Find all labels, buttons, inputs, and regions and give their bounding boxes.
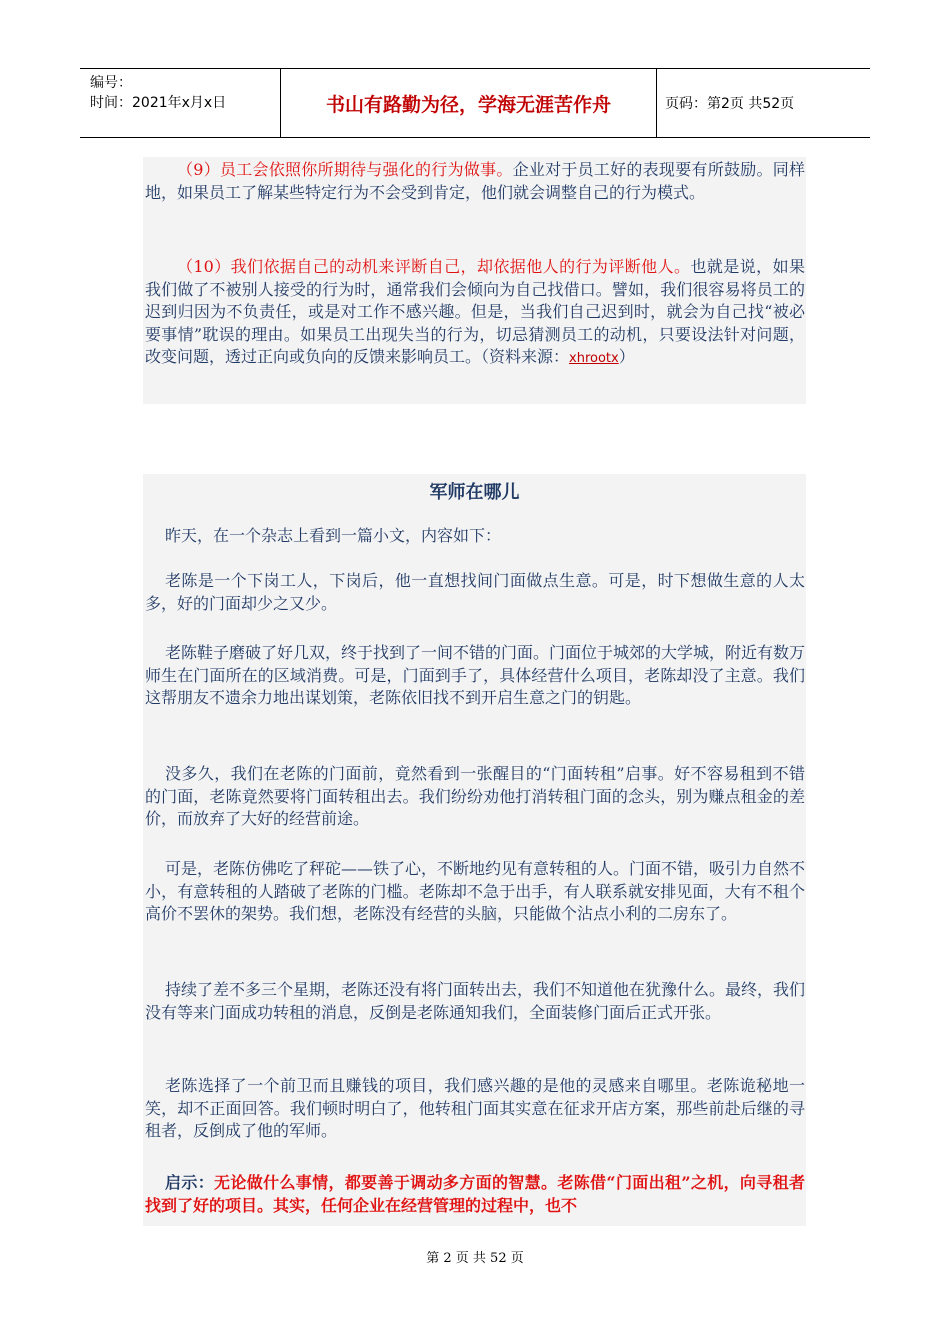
article-title: 军师在哪儿	[429, 482, 520, 503]
header-meta	[80, 69, 281, 137]
paragraph-10	[145, 256, 805, 371]
page-header	[80, 68, 870, 138]
article-paragraph: 昨天，在一个杂志上看到一篇小文，内容如下：	[165, 526, 502, 545]
article-paragraph: 可是，老陈仿佛吃了秤砣——铁了心，不断地约见有意转租的人。门面不错，吸引力自然不小，有意转租的人踏破了老陈的门槛。老陈却不急于出手，有人联系就安排见面，大有不租个高价不罢休的架势。我们想，老陈没有经营的头脑，只能做个沾点小利的二房东了。	[145, 859, 806, 923]
paragraph-10-end: ）	[618, 347, 635, 366]
time-label: 时间：2021年x月x日	[90, 95, 227, 111]
article-paragraph: 老陈选择了一个前卫而且赚钱的项目，我们感兴趣的是他的灵感来自哪里。老陈诡秘地一笑，却不正面回答。我们顿时明白了，他转租门面其实意在征求开店方案，那些前赴后继的寻租者，反倒成了他的军师。	[145, 1076, 805, 1140]
paragraph-9-heading: （9）员工会依照你所期待与强化的行为做事。	[177, 160, 513, 179]
header-page-number: 页码：第2页 共52页	[665, 96, 795, 112]
header-motto: 书山有路勤为径，学海无涯苦作舟	[281, 69, 657, 137]
number-label: 编号：	[90, 75, 132, 91]
article-paragraph: 老陈鞋子磨破了好几双，终于找到了一间不错的门面。门面位于城郊的大学城，附近有数万师生在门面所在的区域消费。可是，门面到手了，具体经营什么项目，老陈却没了主意。我们这帮朋友不遗余力地出谋划策，老陈依旧找不到开启生意之门的钥匙。	[145, 643, 806, 707]
article-paragraph: 持续了差不多三个星期，老陈还没有将门面转出去，我们不知道他在犹豫什么。最终，我们没有等来门面成功转租的消息，反倒是老陈通知我们，全面装修门面后正式开张。	[145, 980, 806, 1022]
insight-text: 无论做什么事情，都要善于调动多方面的智慧。老陈借“门面出租”之机，向寻租者找到了好的项目。其实，任何企业在经营管理的过程中，也不	[145, 1173, 805, 1215]
page-footer: 第 2 页 共 52 页	[426, 1251, 524, 1266]
article-paragraph: 老陈是一个下岗工人，下岗后，他一直想找间门面做点生意。可是，时下想做生意的人太多，好的门面却少之又少。	[145, 571, 805, 613]
article-paragraph: 没多久，我们在老陈的门面前，竟然看到一张醒目的“门面转租”启事。好不容易租到不错的门面，老陈竟然要将门面转租出去。我们纷纷劝他打消转租门面的念头，别为赚点租金的差价，而放弃了大好的经营前途。	[145, 764, 805, 828]
paragraph-10-heading: （10）我们依据自己的动机来评断自己，却依据他人的行为评断他人。	[177, 257, 691, 276]
paragraph-9	[145, 159, 805, 204]
insight-label: 启示：	[165, 1173, 215, 1192]
paragraph-10-body: 也就是说，如果我们做了不被别人接受的行为时，通常我们会倾向为自己找借口。譬如，我们很容易将员工的迟到归因为不负责任，或是对工作不感兴趣。但是，当我们自己迟到时，就会为自己找“被必要事情”耽误的理由。如果员工出现失当的行为，切忌猜测员工的动机，只要设法针对问题，改变问题，透过正向或负向的反馈来影响员工。（资料来源：	[145, 257, 805, 366]
insight-paragraph	[145, 1172, 805, 1217]
source-link[interactable]: xhrootx	[569, 351, 619, 366]
paragraph-9-body: 企业对于员工好的表现要有所鼓励。同样地，如果员工了解某些特定行为不会受到肯定，他们就会调整自己的行为模式。	[145, 160, 805, 202]
